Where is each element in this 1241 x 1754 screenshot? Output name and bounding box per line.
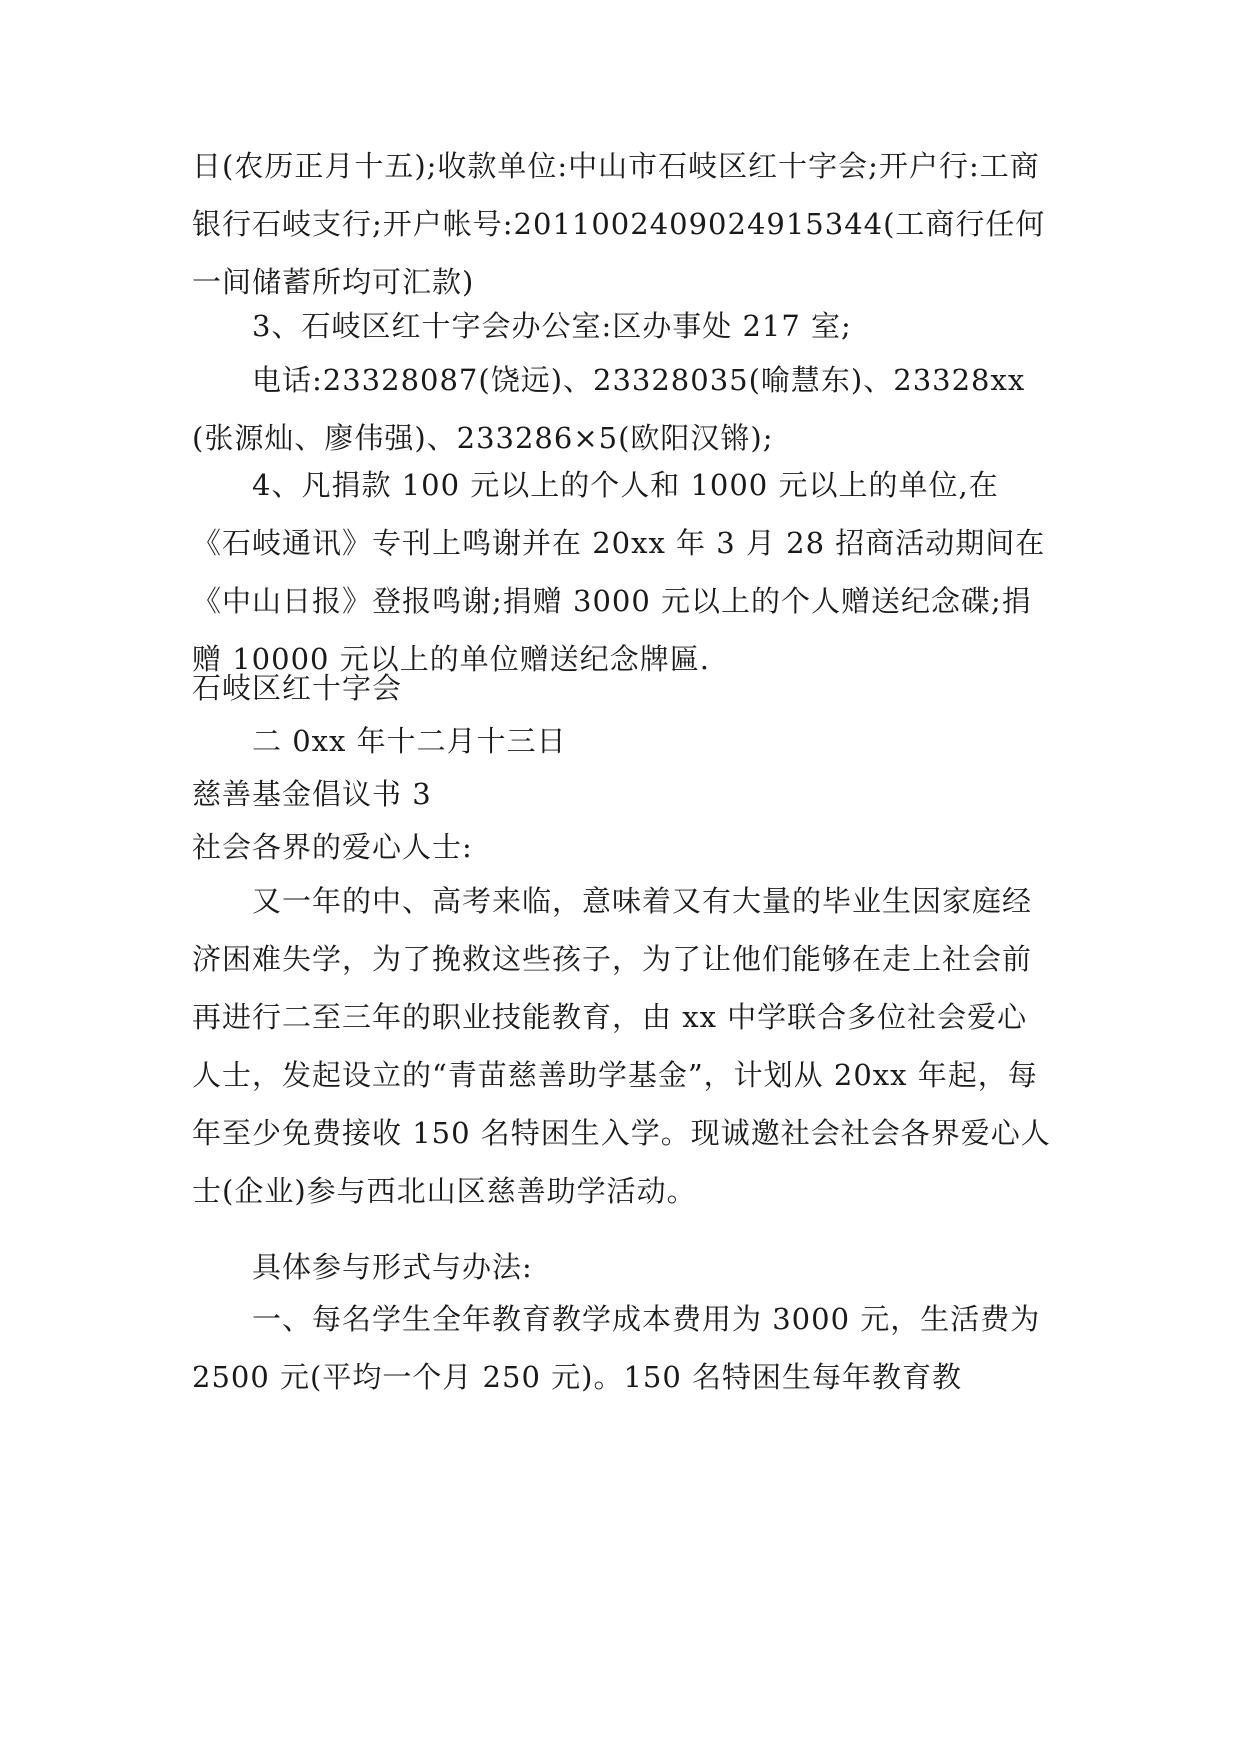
participation-heading: 具体参与形式与办法: — [252, 1250, 533, 1284]
section-title: 慈善基金倡议书 3 — [192, 777, 432, 811]
signature-date: 二 0xx 年十二月十三日 — [252, 724, 567, 758]
acknowledgement-paragraph: 4、凡捐款 100 元以上的个人和 1000 元以上的单位,在《石岐通讯》专刊上鸣谢并在 20xx 年 3 月 28 招商活动期间在《中山日报》登报鸣谢;捐赠 3000 元以上的个人赠送纪念碟;捐赠 10000 元以上的单位赠送纪念牌匾. — [192, 468, 1046, 676]
office-address-paragraph: 3、石岐区红十字会办公室:区办事处 217 室; — [252, 309, 852, 343]
foundation-intro-paragraph: 又一年的中、高考来临，意味着又有大量的毕业生因家庭经济困难失学，为了挽救这些孩子，为了让他们能够在走上社会前再进行二至三年的职业技能教育，由 xx 中学联合多位社会爱心人士，发起设立的“青苗慈善助学基金”，计划从 20xx 年起，每年至少免费接收 150 名特困生入学。现诚邀社会社会各界爱心人士(企业)参与西北山区慈善助学活动。 — [192, 884, 1051, 1208]
salutation: 社会各界的爱心人士: — [192, 830, 473, 864]
payment-info-paragraph: 日(农历正月十五);收款单位:中山市石岐区红十字会;开户行:工商银行石岐支行;开户帐号:2011002409024915344(工商行任何一间储蓄所均可汇款) — [192, 149, 1046, 299]
phone-contacts-paragraph: 电话:23328087(饶远)、23328035(喻慧东)、23328xx(张源灿、廖伟强)、233286×5(欧阳汉锵); — [192, 363, 1026, 455]
signature-organization: 石岐区红十字会 — [192, 671, 403, 705]
cost-paragraph: 一、每名学生全年教育教学成本费用为 3000 元，生活费为 2500 元(平均一个月 250 元)。150 名特困生每年教育教 — [192, 1302, 1051, 1394]
